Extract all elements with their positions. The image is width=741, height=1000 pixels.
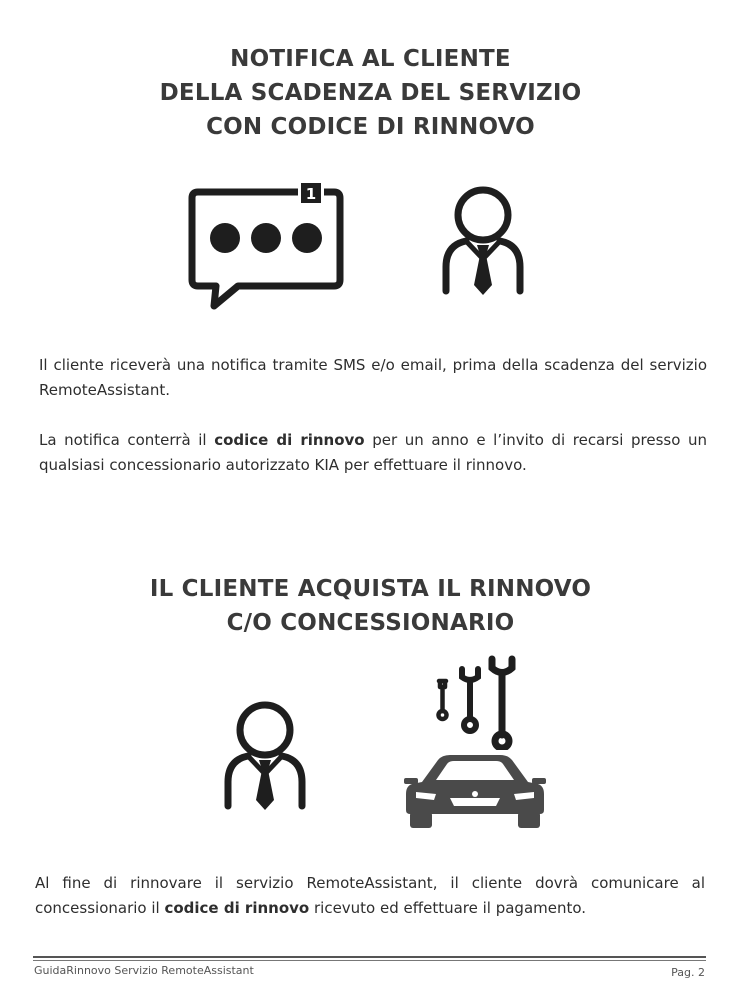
renewal-code-paragraph-start: La notifica conterrà il (39, 431, 215, 449)
notification-badge-count: 1 (305, 185, 317, 203)
section1-title-line-1: NOTIFICA AL CLIENTE (230, 46, 511, 72)
renewal-code-bold: codice di rinnovo (214, 431, 365, 449)
renewal-code-paragraph (39, 428, 707, 478)
section2-title-line-1: IL CLIENTE ACQUISTA IL RINNOVO (149, 576, 592, 602)
notification-paragraph: Il cliente riceverà una notifica tramite SMS e/o email, prima della scadenza del servizio RemoteAssistant. (39, 356, 707, 399)
renewal-code-paragraph-end: per un anno e l’invito di recarsi presso un qualsiasi concessionario autorizzato KIA per effettuare il rinnovo. (39, 431, 708, 474)
purchase-paragraph (35, 871, 705, 921)
section1-title-line-2: DELLA SCADENZA DEL SERVIZIO (159, 80, 582, 106)
footer-page-number: Pag. 2 (671, 966, 705, 979)
purchase-paragraph-end: ricevuto ed effettuare il pagamento. (309, 899, 587, 917)
section2-title (0, 572, 741, 640)
purchase-paragraph-start: Al fine di rinnovare il servizio RemoteAssistant, il cliente dovrà comunicare al concessionario il (35, 874, 705, 917)
section1-title (0, 42, 741, 144)
purchase-code-bold: codice di rinnovo (164, 899, 310, 917)
person-tie-icon (222, 700, 308, 812)
section1-title-line-3: CON CODICE DI RINNOVO (206, 114, 535, 140)
chat-bubble-icon (186, 180, 346, 312)
person-tie-icon (440, 185, 526, 297)
wrench-icon (430, 655, 522, 750)
footer-divider (33, 956, 706, 961)
footer-document-name: GuidaRinnovo Servizio RemoteAssistant (34, 964, 254, 977)
section2-title-line-2: C/O CONCESSIONARIO (226, 610, 515, 636)
car-icon (404, 752, 546, 830)
